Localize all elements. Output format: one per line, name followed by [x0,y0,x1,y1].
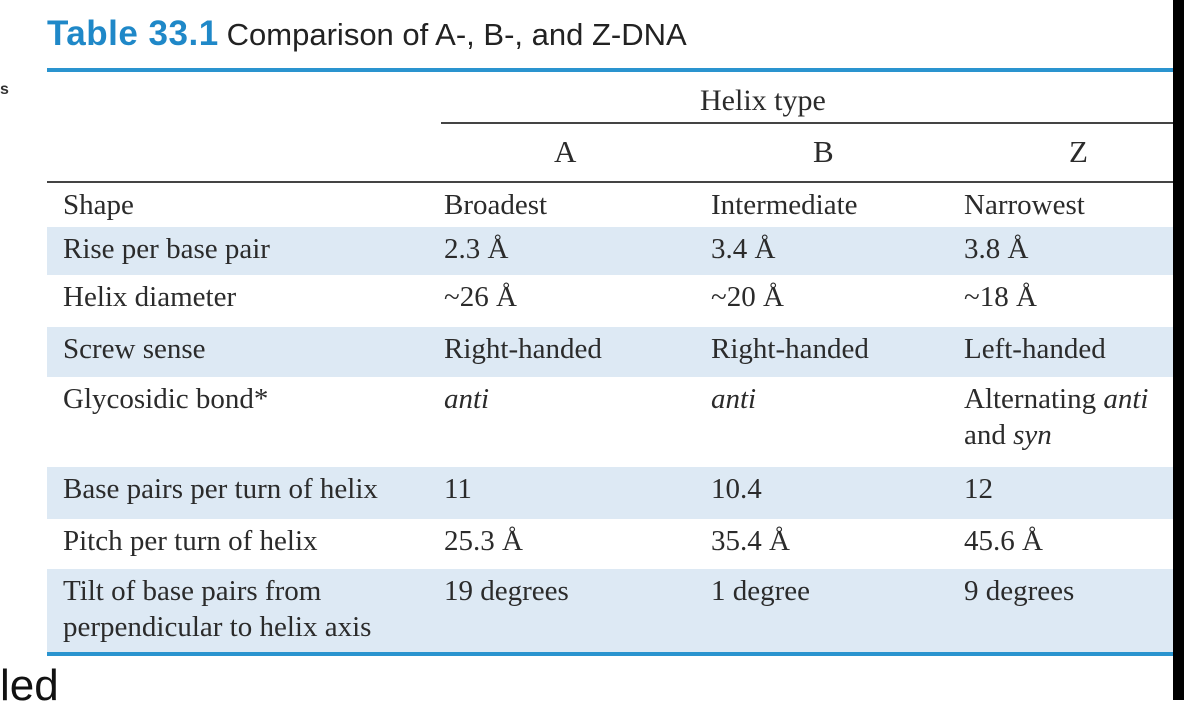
cell-z: 9 degrees [964,575,1075,607]
cell-a: anti [444,383,490,415]
row-label: Glycosidic bond* [63,383,269,415]
cell-z: Narrowest [964,189,1085,221]
helix-type-heading: Helix type [700,84,826,117]
cell-b: 3.4 Å [711,233,776,265]
cell-a: 19 degrees [444,575,569,607]
row-label: Shape [63,189,134,221]
table-number: Table 33.1 [47,14,219,53]
cell-z-line2-text: and [964,419,1014,451]
cell-a: Broadest [444,189,548,221]
row-label: Pitch per turn of helix [63,525,318,557]
row-label: Helix diameter [63,281,237,313]
table-row [47,327,1173,377]
cell-z: 12 [964,473,993,505]
row-label-line1: Tilt of base pairs from [63,575,322,607]
cell-b: 35.4 Å [711,525,790,557]
cell-z: Left-handed [964,333,1106,365]
column-header-a: A [554,134,577,169]
table-row [47,519,1173,569]
table-row [47,183,1173,227]
table-bottom-rule [47,652,1173,656]
cell-b: ~20 Å [711,281,784,313]
cell-b: 1 degree [711,575,811,607]
row-label: Base pairs per turn of helix [63,473,378,505]
cell-z [964,381,1148,453]
margin-text-fragment: s [0,81,9,98]
cell-z: 45.6 Å [964,525,1043,557]
table-title: Comparison of A-, B-, and Z-DNA [226,17,687,52]
cell-z-line1-text: Alternating [964,383,1104,415]
cell-z-line2-italic: syn [1013,419,1052,451]
row-label [63,573,371,645]
table-row [47,227,1173,275]
cell-z-line1-italic: anti [1103,383,1149,415]
cell-z: ~18 Å [964,281,1037,313]
column-header-z: Z [1069,134,1088,169]
cell-a: 11 [444,473,472,505]
table-row [47,569,1173,652]
right-edge-bar [1173,0,1184,700]
table-caption [47,14,687,62]
cell-a: 25.3 Å [444,525,523,557]
bottom-text-fragment: led [0,661,59,710]
cell-b: Intermediate [711,189,858,221]
cell-a: 2.3 Å [444,233,509,265]
row-label: Screw sense [63,333,206,365]
cell-b: 10.4 [711,473,762,505]
helix-type-rule [441,122,1173,124]
table-row [47,275,1173,327]
cell-z: 3.8 Å [964,233,1029,265]
table-row [47,467,1173,519]
cell-a: ~26 Å [444,281,517,313]
table-row [47,377,1173,467]
row-label-line2: perpendicular to helix axis [63,611,372,643]
table-header [47,72,1173,183]
cell-a: Right-handed [444,333,602,365]
cell-b: anti [711,383,757,415]
row-label: Rise per base pair [63,233,270,265]
column-header-b: B [813,134,834,169]
cell-b: Right-handed [711,333,869,365]
